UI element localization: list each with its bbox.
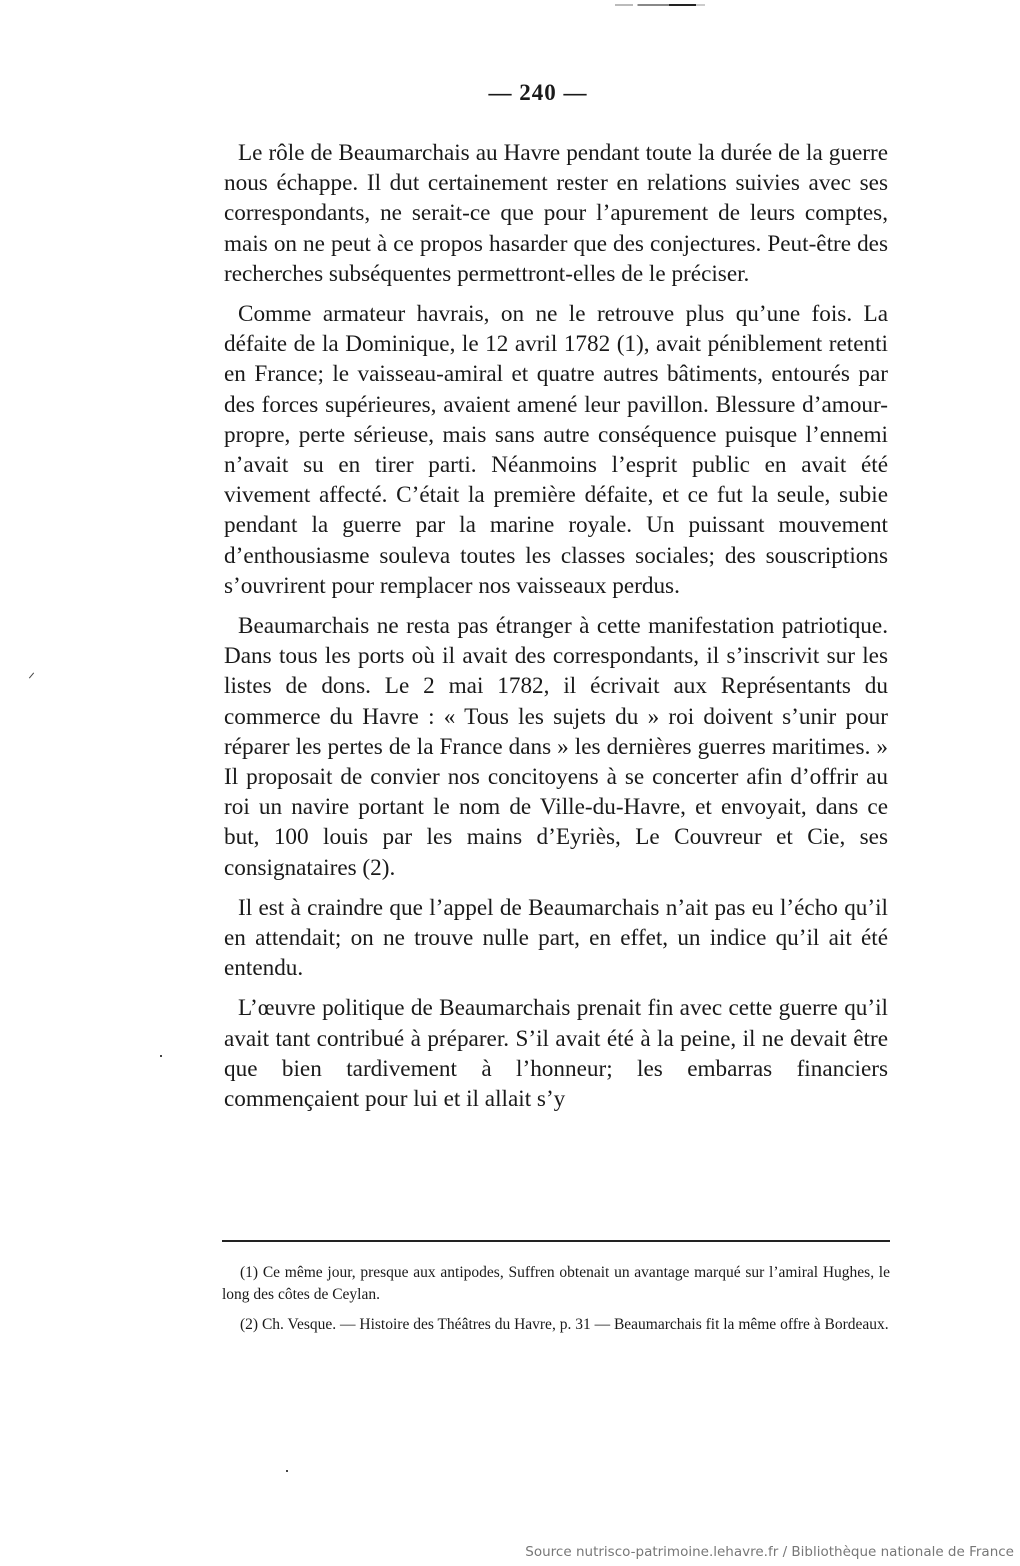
scan-top-rule xyxy=(615,4,705,6)
body-text xyxy=(224,138,888,1124)
scan-speck xyxy=(286,1470,288,1472)
paragraph: L’œuvre politique de Beaumarchais prenait fin avec cette guerre qu’il avait tant contribué à préparer. S’il avait été à la peine, il ne devait être que bien tardivement à l’honneur; les embarras financiers commençaient pour lui et il allait s’y xyxy=(224,995,888,1113)
paragraph: Le rôle de Beaumarchais au Havre pendant toute la durée de la guerre nous échappe. Il dut certainement rester en relations suivies avec ses correspondants, ne serait-ce que pour l’apurement de leurs comptes, mais on ne peut à ce propos hasarder que des conjectures. Peut-être des recherches subséquentes permettront-elles de le préciser. xyxy=(224,140,888,287)
footnote-1: (1) Ce même jour, presque aux antipodes, Suffren obtenait un avantage marqué sur l’amiral Hughes, le long des côtes de Ceylan. xyxy=(222,1264,890,1303)
footnote-divider xyxy=(222,1240,890,1242)
source-credit: Source nutrisco-patrimoine.lehavre.fr / Bibliothèque nationale de France xyxy=(525,1544,1014,1560)
page-number: — 240 — xyxy=(488,80,588,105)
footnotes xyxy=(222,1262,890,1345)
scan-speck xyxy=(160,1055,162,1057)
paragraph: Il est à craindre que l’appel de Beaumarchais n’ait pas eu l’écho qu’il en attendait; on ne trouve nulle part, en effet, un indice qu’il ait été entendu. xyxy=(224,894,888,982)
paragraph: Beaumarchais ne resta pas étranger à cette manifestation patriotique. Dans tous les ports où il avait des correspondants, il s’inscrivit sur les listes de dons. Le 2 mai 1782, il écrivait aux Représentants du commerce du Havre : « Tous les sujets du » roi doivent s’unir pour réparer les pertes de la France dans » les dernières guerres maritimes. » Il proposait de convier nos concitoyens à se concerter afin d’offrir au roi un navire portant le nom de Ville-du-Havre, et envoyait, dans ce but, 100 louis par les mains d’Eyriès, Le Couvreur et Cie, ses consignataires (2). xyxy=(224,613,888,881)
footnote-2: (2) Ch. Vesque. — Histoire des Théâtres du Havre, p. 31 — Beaumarchais fit la même offre à Bordeaux. xyxy=(240,1316,889,1333)
scan-speck xyxy=(29,672,34,678)
paragraph: Comme armateur havrais, on ne le retrouve plus qu’une fois. La défaite de la Dominique, le 12 avril 1782 (1), avait péniblement retenti en France; le vaisseau-amiral et quatre autres bâtiments, entourés par des forces supérieures, avaient amené leur pavillon. Blessure d’amour-propre, perte sérieuse, mais sans autre conséquence puisque l’ennemi n’avait su en tirer parti. Néanmoins l’esprit public en avait été vivement affecté. C’était la première défaite, et ce fut la seule, subie pendant la guerre par la marine royale. Un puissant mouvement d’enthousiasme souleva toutes les classes sociales; des souscriptions s’ouvrirent pour remplacer nos vaisseaux perdus. xyxy=(224,301,888,599)
